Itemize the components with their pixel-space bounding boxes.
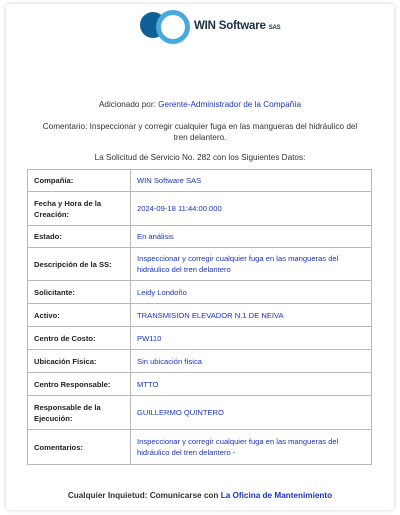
table-row (28, 304, 372, 327)
row-label: Ubicación Física: (28, 350, 131, 373)
table-row (28, 248, 372, 281)
row-label: Responsable de la Ejecución: (28, 396, 131, 430)
comment-text-2: tren delantero. (173, 133, 227, 142)
request-line: La Solicitud de Servicio No. 282 con los Siguientes Datos: (94, 153, 306, 162)
row-label: Centro Responsable: (28, 373, 131, 396)
row-value: WIN Software SAS (131, 170, 372, 192)
row-label: Activo: (28, 304, 131, 327)
comment-block (0, 121, 400, 143)
table-row (28, 192, 372, 226)
row-value: TRANSMISION ELEVADOR N.1 DE NEIVA (131, 304, 372, 327)
row-value: En análisis (131, 226, 372, 248)
row-value: Leidy Londoño (131, 281, 372, 304)
row-value: GUILLERMO QUINTERO (131, 396, 372, 430)
table-row (28, 226, 372, 248)
row-label: Comentarios: (28, 430, 131, 465)
table-row (28, 327, 372, 350)
footer-line (0, 491, 400, 500)
logo-circle-light (156, 10, 190, 44)
table-row (28, 373, 372, 396)
footer-text: Cualquier Inquietud: Comunicarse con (67, 491, 219, 500)
row-label: Descripción de la SS: (28, 248, 131, 281)
row-value: Sin ubicación física (131, 350, 372, 373)
maintenance-office-link[interactable]: La Oficina de Mantenimiento (220, 491, 333, 500)
table-row (28, 430, 372, 465)
row-label: Compañía: (28, 170, 131, 192)
logo-text: WIN Software SAS (194, 20, 281, 32)
row-value: Inspeccionar y corregir cualquier fuga en las mangueras del hidráulico del tren delantero (131, 248, 372, 281)
comment-text-1: Inspeccionar y corregir cualquier fuga en las mangueras del hidráulico del (89, 122, 358, 131)
added-by-label: Adicionado por: (98, 100, 156, 109)
row-label: Fecha y Hora de la Creación: (28, 192, 131, 226)
row-label: Centro de Costo: (28, 327, 131, 350)
row-label: Estado: (28, 226, 131, 248)
comment-label: Comentario: (42, 122, 88, 131)
row-value: PW110 (131, 327, 372, 350)
added-by-value: Gerente-Administrador de la Compañía (158, 100, 302, 109)
table-row (28, 281, 372, 304)
table-row (28, 396, 372, 430)
row-label: Solicitante: (28, 281, 131, 304)
company-logo (138, 9, 281, 43)
added-by-line (0, 99, 400, 110)
table-row (28, 170, 372, 192)
row-value: Inspeccionar y corregir cualquier fuga en las mangueras del hidráulico del tren delantero - (131, 430, 372, 465)
row-value: MTTO (131, 373, 372, 396)
table-row (28, 350, 372, 373)
service-request-table (27, 169, 372, 465)
row-value: 2024-09-18 11:44:00.000 (131, 192, 372, 226)
